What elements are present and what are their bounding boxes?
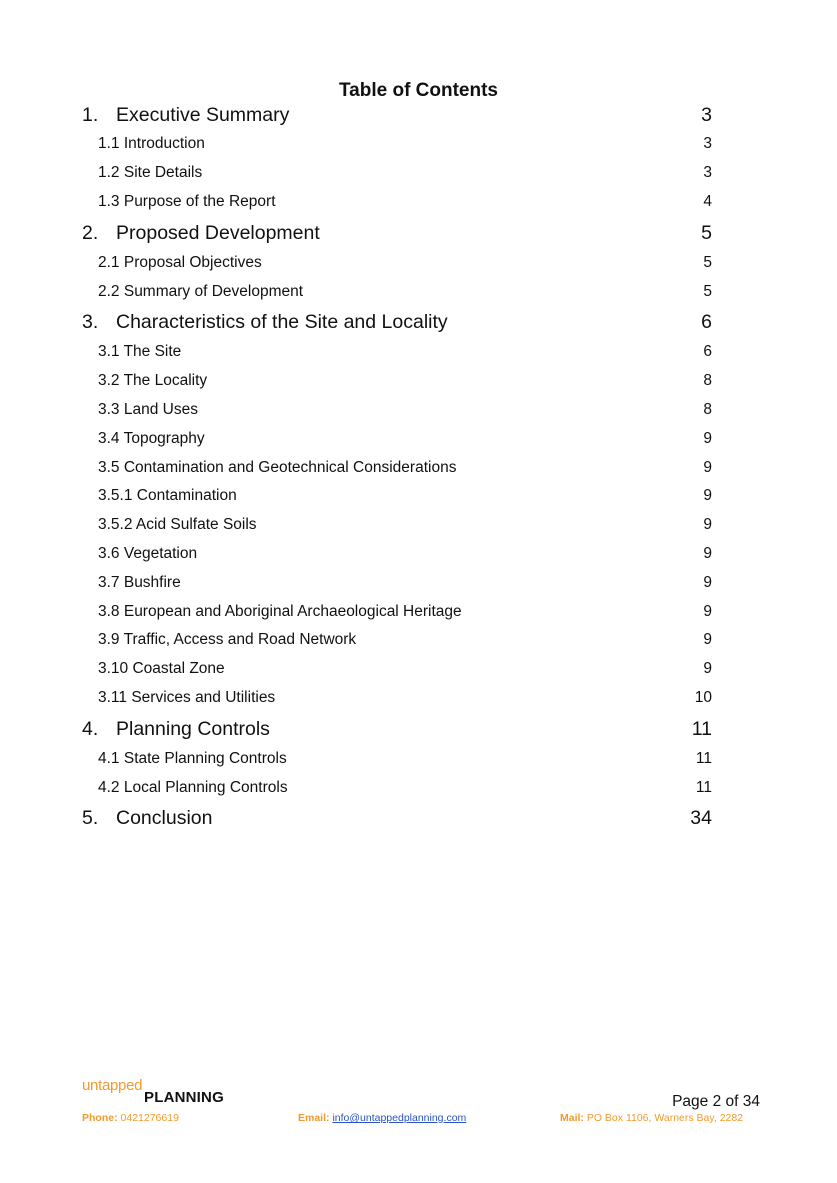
toc-subsection-entry[interactable] bbox=[82, 277, 712, 306]
toc-page-number: 11 bbox=[691, 717, 712, 740]
toc-section-entry[interactable] bbox=[82, 714, 712, 744]
table-of-contents bbox=[82, 100, 712, 834]
untapped-planning-logo bbox=[82, 1077, 242, 1107]
logo-text-planning: PLANNING bbox=[144, 1089, 224, 1106]
toc-entry-label bbox=[98, 574, 181, 592]
toc-page-number: 6 bbox=[703, 343, 712, 361]
toc-entry-label bbox=[82, 104, 289, 127]
toc-entry-text: 2.2 Summary of Development bbox=[98, 282, 304, 300]
toc-entry-label bbox=[82, 807, 212, 830]
page-number: Page 2 of 34 bbox=[672, 1093, 760, 1110]
toc-entry-label bbox=[82, 222, 320, 245]
email-contact bbox=[298, 1112, 466, 1124]
toc-page-number: 11 bbox=[695, 749, 712, 767]
toc-page-number: 5 bbox=[703, 282, 712, 300]
toc-subsection-entry[interactable] bbox=[82, 511, 712, 540]
toc-entry-label bbox=[98, 545, 197, 563]
toc-entry-label bbox=[98, 689, 275, 707]
toc-entry-text: 3.3 Land Uses bbox=[98, 400, 198, 418]
toc-entry-label bbox=[98, 459, 456, 477]
toc-page-number: 3 bbox=[703, 164, 712, 182]
toc-subsection-entry[interactable] bbox=[82, 248, 712, 277]
toc-page-number: 9 bbox=[703, 429, 712, 447]
toc-entry-label bbox=[98, 343, 181, 361]
toc-page-number: 9 bbox=[703, 631, 712, 649]
toc-entry-label bbox=[98, 487, 237, 505]
toc-entry-label bbox=[98, 283, 303, 301]
toc-entry-text: 3.11 Services and Utilities bbox=[98, 688, 276, 706]
toc-entry-label bbox=[98, 164, 202, 182]
toc-entry-label bbox=[98, 603, 462, 621]
toc-page-number: 3 bbox=[703, 135, 712, 153]
phone-label: Phone: bbox=[82, 1112, 118, 1124]
toc-subsection-entry[interactable] bbox=[82, 367, 712, 396]
toc-entry-label bbox=[98, 401, 198, 419]
toc-section-entry[interactable] bbox=[82, 100, 712, 130]
toc-entry-text: 3.6 Vegetation bbox=[98, 544, 198, 562]
toc-entry-label bbox=[82, 718, 270, 741]
toc-entry-label bbox=[98, 372, 207, 390]
toc-page-number: 9 bbox=[703, 458, 712, 476]
toc-subsection-entry[interactable] bbox=[82, 453, 712, 482]
toc-page-number: 8 bbox=[703, 400, 712, 418]
toc-entry-text: 1.2 Site Details bbox=[98, 164, 203, 182]
toc-page-number: 6 bbox=[701, 311, 712, 334]
phone-contact bbox=[82, 1112, 179, 1124]
toc-entry-label bbox=[98, 660, 225, 678]
toc-page-number: 8 bbox=[703, 372, 712, 390]
toc-page-number: 9 bbox=[703, 516, 712, 534]
toc-entry-text: 3.5.1 Contamination bbox=[98, 487, 237, 505]
toc-entry-text: 1.3 Purpose of the Report bbox=[98, 192, 276, 210]
toc-subsection-entry[interactable] bbox=[82, 568, 712, 597]
toc-entry-text: Executive Summary bbox=[116, 103, 290, 126]
toc-subsection-entry[interactable] bbox=[82, 130, 712, 159]
toc-section-number: 5. bbox=[82, 807, 99, 830]
toc-page-number: 9 bbox=[703, 602, 712, 620]
toc-entry-label bbox=[98, 779, 288, 797]
toc-entry-text: 3.5.2 Acid Sulfate Soils bbox=[98, 516, 257, 534]
toc-title: Table of Contents bbox=[338, 80, 499, 101]
toc-subsection-entry[interactable] bbox=[82, 396, 712, 425]
toc-page-number: 10 bbox=[694, 688, 712, 706]
toc-subsection-entry[interactable] bbox=[82, 338, 712, 367]
toc-entry-text: Proposed Development bbox=[116, 221, 320, 244]
toc-page-number: 4 bbox=[703, 192, 712, 210]
toc-subsection-entry[interactable] bbox=[82, 482, 712, 511]
toc-section-entry[interactable] bbox=[82, 218, 712, 248]
toc-entry-text: 2.1 Proposal Objectives bbox=[98, 253, 262, 271]
mail-label: Mail: bbox=[560, 1112, 584, 1124]
toc-subsection-entry[interactable] bbox=[82, 773, 712, 802]
toc-entry-text: 3.5 Contamination and Geotechnical Considerations bbox=[98, 458, 457, 476]
mail-value: PO Box 1106, Warners Bay, 2282 bbox=[586, 1112, 744, 1124]
toc-subsection-entry[interactable] bbox=[82, 188, 712, 217]
toc-subsection-entry[interactable] bbox=[82, 626, 712, 655]
toc-entry-label bbox=[82, 311, 448, 334]
toc-entry-label bbox=[98, 516, 257, 534]
toc-subsection-entry[interactable] bbox=[82, 744, 712, 773]
toc-entry-text: 1.1 Introduction bbox=[98, 135, 205, 153]
toc-subsection-entry[interactable] bbox=[82, 597, 712, 626]
toc-subsection-entry[interactable] bbox=[82, 159, 712, 188]
toc-page-number: 5 bbox=[701, 221, 712, 244]
toc-section-entry[interactable] bbox=[82, 308, 712, 338]
toc-entry-text: Planning Controls bbox=[116, 717, 270, 740]
toc-section-entry[interactable] bbox=[82, 804, 712, 834]
toc-subsection-entry[interactable] bbox=[82, 424, 712, 453]
toc-entry-text: 3.1 The Site bbox=[98, 343, 182, 361]
toc-page-number: 9 bbox=[703, 660, 712, 678]
toc-section-number: 1. bbox=[82, 103, 99, 126]
toc-subsection-entry[interactable] bbox=[82, 684, 712, 713]
toc-entry-text: 3.8 European and Aboriginal Archaeological Heritage bbox=[98, 602, 462, 620]
toc-section-number: 3. bbox=[82, 311, 99, 334]
email-label: Email: bbox=[298, 1112, 330, 1124]
toc-section-number: 4. bbox=[82, 717, 99, 740]
toc-entry-text: 3.4 Topography bbox=[98, 429, 205, 447]
toc-entry-text: Conclusion bbox=[116, 807, 213, 830]
toc-page-number: 34 bbox=[690, 807, 712, 830]
toc-page-number: 11 bbox=[695, 778, 712, 796]
toc-entry-label bbox=[98, 193, 276, 211]
toc-page-number: 9 bbox=[703, 573, 712, 591]
toc-section-number: 2. bbox=[82, 221, 99, 244]
toc-page-number: 3 bbox=[701, 103, 712, 126]
toc-entry-label bbox=[98, 135, 205, 153]
phone-value: 0421276619 bbox=[120, 1112, 179, 1124]
toc-entry-label bbox=[98, 631, 356, 649]
toc-subsection-entry[interactable] bbox=[82, 540, 712, 569]
toc-entry-text: 4.1 State Planning Controls bbox=[98, 749, 287, 767]
toc-entry-text: 3.2 The Locality bbox=[98, 372, 208, 390]
toc-entry-text: 3.10 Coastal Zone bbox=[98, 660, 225, 678]
page-footer bbox=[82, 1077, 760, 1137]
toc-page-number: 9 bbox=[703, 544, 712, 562]
toc-entry-text: Characteristics of the Site and Locality bbox=[116, 311, 448, 334]
toc-entry-text: 3.7 Bushfire bbox=[98, 573, 181, 591]
toc-page-number: 5 bbox=[703, 253, 712, 271]
toc-entry-text: 4.2 Local Planning Controls bbox=[98, 778, 288, 796]
mail-contact bbox=[560, 1112, 743, 1124]
toc-subsection-entry[interactable] bbox=[82, 655, 712, 684]
toc-entry-label bbox=[98, 430, 205, 448]
toc-entry-label bbox=[98, 254, 262, 272]
toc-entry-label bbox=[98, 750, 287, 768]
email-link[interactable]: info@untappedplanning.com bbox=[332, 1112, 467, 1124]
toc-entry-text: 3.9 Traffic, Access and Road Network bbox=[98, 631, 357, 649]
logo-text-untapped: untapped bbox=[82, 1077, 143, 1094]
toc-page-number: 9 bbox=[703, 487, 712, 505]
